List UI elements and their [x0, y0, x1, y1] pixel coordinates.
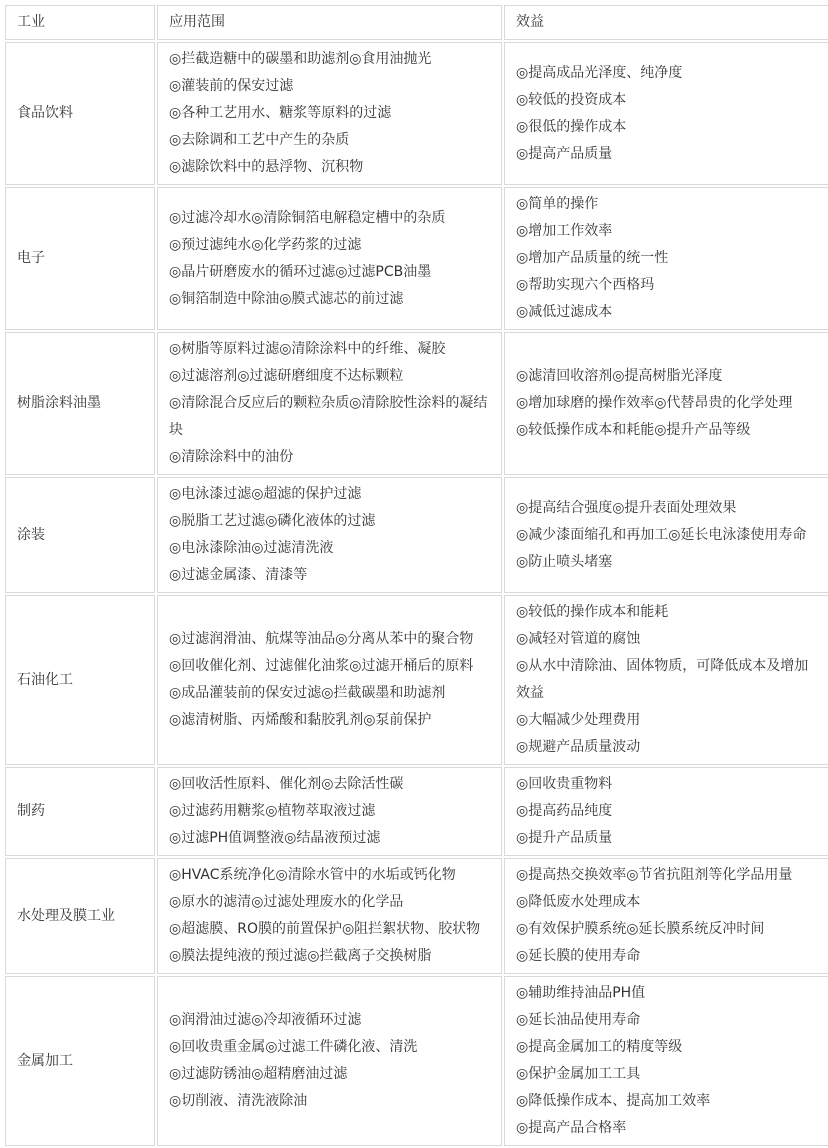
industry-cell: 食品饮料	[5, 42, 155, 185]
list-item: ◎提高金属加工的精度等级	[516, 1039, 683, 1055]
list-item: ◎过滤润滑油、航煤等油品◎分离从苯中的聚合物	[169, 631, 474, 647]
list-item: ◎规避产品质量波动	[516, 739, 641, 755]
list-item: ◎较低的投资成本	[516, 91, 627, 108]
table-row	[5, 595, 828, 765]
list-item: ◎减少漆面缩孔和再加工◎延长电泳漆使用寿命	[516, 526, 807, 543]
list-item: ◎滤清树脂、丙烯酸和黏胶乳剂◎泵前保护	[169, 712, 432, 728]
header-industry: 工业	[5, 5, 155, 40]
list-item: ◎提高产品质量	[516, 145, 613, 162]
list-item: ◎过滤防锈油◎超精磨油过滤	[169, 1066, 348, 1082]
application-cell	[157, 332, 502, 475]
list-item: ◎回收活性原料、催化剂◎去除活性碳	[169, 776, 404, 792]
list-item: ◎灌装前的保安过滤	[169, 78, 294, 94]
benefit-cell	[504, 42, 828, 185]
list-item: ◎拦截造糖中的碳墨和助滤剂◎食用油抛光	[169, 51, 432, 67]
list-item: ◎提高成品光泽度、纯净度	[516, 64, 683, 81]
table-body	[5, 42, 828, 1146]
list-item: ◎清除涂料中的油份	[169, 449, 294, 465]
application-cell	[157, 595, 502, 765]
list-item: ◎各种工艺用水、糖浆等原料的过滤	[169, 105, 392, 121]
industry-cell: 树脂涂料油墨	[5, 332, 155, 475]
list-item: ◎提高药品纯度	[516, 803, 613, 819]
list-item: ◎简单的操作	[516, 196, 599, 212]
list-item: ◎清除混合反应后的颗粒杂质◎清除胶性涂料的凝结块	[169, 395, 488, 438]
benefit-cell	[504, 767, 828, 856]
table-row	[5, 477, 828, 593]
benefit-cell	[504, 976, 828, 1146]
list-item: ◎提高结合强度◎提升表面处理效果	[516, 499, 737, 516]
list-item: ◎有效保护膜系统◎延长膜系统反冲时间	[516, 921, 765, 937]
list-item: ◎保护金属加工工具	[516, 1066, 641, 1082]
list-item: ◎超滤膜、RO膜的前置保护◎阻拦絮状物、胶状物	[169, 921, 481, 937]
benefit-cell	[504, 187, 828, 330]
list-item: ◎成品灌装前的保安过滤◎拦截碳墨和助滤剂	[169, 685, 446, 701]
industry-cell: 制药	[5, 767, 155, 856]
list-item: ◎润滑油过滤◎冷却液循环过滤	[169, 1012, 362, 1028]
list-item: ◎大幅减少处理费用	[516, 712, 641, 728]
list-item: ◎较低操作成本和耗能◎提升产品等级	[516, 422, 751, 438]
list-item: ◎原水的滤清◎过滤处理废水的化学品	[169, 894, 404, 910]
list-item: ◎延长膜的使用寿命	[516, 948, 641, 964]
list-item: ◎辅助维持油品PH值	[516, 985, 646, 1001]
list-item: ◎滤除饮料中的悬浮物、沉积物	[169, 159, 364, 175]
industry-cell: 石油化工	[5, 595, 155, 765]
industry-cell: 金属加工	[5, 976, 155, 1146]
list-item: ◎回收贵重金属◎过滤工件磷化液、清洗	[169, 1039, 418, 1055]
industry-cell: 涂装	[5, 477, 155, 593]
list-item: ◎提高产品合格率	[516, 1120, 627, 1136]
header-row	[5, 5, 828, 40]
list-item: ◎较低的操作成本和能耗	[516, 604, 669, 620]
list-item: ◎过滤溶剂◎过滤研磨细度不达标颗粒	[169, 368, 404, 384]
list-item: ◎电泳漆过滤◎超滤的保护过滤	[169, 486, 362, 502]
list-item: ◎从水中清除油、固体物质，可降低成本及增加效益	[516, 658, 809, 701]
list-item: ◎帮助实现六个西格玛	[516, 277, 655, 293]
table-row	[5, 858, 828, 974]
list-item: ◎滤清回收溶剂◎提高树脂光泽度	[516, 368, 723, 384]
industry-cell: 电子	[5, 187, 155, 330]
list-item: ◎降低废水处理成本	[516, 894, 641, 910]
list-item: ◎树脂等原料过滤◎清除涂料中的纤维、凝胶	[169, 341, 446, 357]
table-row	[5, 332, 828, 475]
table-row	[5, 187, 828, 330]
list-item: ◎减轻对管道的腐蚀	[516, 631, 641, 647]
list-item: ◎延长油品使用寿命	[516, 1012, 641, 1028]
list-item: ◎增加球磨的操作效率◎代替昂贵的化学处理	[516, 395, 793, 411]
header-benefit: 效益	[504, 5, 828, 40]
list-item: ◎降低操作成本、提高加工效率	[516, 1093, 711, 1109]
list-item: ◎晶片研磨废水的循环过滤◎过滤PCB油墨	[169, 263, 432, 280]
application-cell	[157, 767, 502, 856]
list-item: ◎过滤药用糖浆◎植物萃取液过滤	[169, 803, 376, 819]
list-item: ◎过滤PH值调整液◎结晶液预过滤	[169, 830, 381, 846]
list-item: ◎过滤金属漆、清漆等	[169, 567, 308, 583]
list-item: ◎回收催化剂、过滤催化油浆◎过滤开桶后的原料	[169, 658, 474, 674]
list-item: ◎过滤冷却水◎清除铜箔电解稳定槽中的杂质	[169, 209, 446, 226]
list-item: ◎膜法提纯液的预过滤◎拦截离子交换树脂	[169, 948, 432, 964]
industry-cell: 水处理及膜工业	[5, 858, 155, 974]
list-item: ◎电泳漆除油◎过滤清洗液	[169, 540, 334, 556]
application-cell	[157, 858, 502, 974]
benefit-cell	[504, 595, 828, 765]
table-row	[5, 42, 828, 185]
list-item: ◎回收贵重物料	[516, 776, 613, 792]
application-cell	[157, 187, 502, 330]
list-item: ◎防止喷头堵塞	[516, 553, 613, 570]
list-item: ◎很低的操作成本	[516, 118, 627, 135]
list-item: ◎提升产品质量	[516, 830, 613, 846]
header-application: 应用范围	[157, 5, 502, 40]
table-row	[5, 767, 828, 856]
application-cell	[157, 976, 502, 1146]
benefit-cell	[504, 858, 828, 974]
list-item: ◎切削液、清洗液除油	[169, 1093, 308, 1109]
benefit-cell	[504, 477, 828, 593]
list-item: ◎铜箔制造中除油◎膜式滤芯的前过滤	[169, 290, 404, 307]
list-item: ◎减低过滤成本	[516, 304, 613, 320]
benefit-cell	[504, 332, 828, 475]
application-cell	[157, 477, 502, 593]
industry-table	[3, 3, 828, 1148]
list-item: ◎增加产品质量的统一性	[516, 250, 669, 266]
list-item: ◎去除调和工艺中产生的杂质	[169, 132, 350, 148]
application-cell	[157, 42, 502, 185]
list-item: ◎预过滤纯水◎化学药浆的过滤	[169, 236, 362, 253]
list-item: ◎提高热交换效率◎节省抗阻剂等化学品用量	[516, 867, 793, 883]
list-item: ◎增加工作效率	[516, 223, 613, 239]
table-row	[5, 976, 828, 1146]
list-item: ◎脱脂工艺过滤◎磷化液体的过滤	[169, 513, 376, 529]
list-item: ◎HVAC系统净化◎清除水管中的水垢或钙化物	[169, 867, 456, 883]
